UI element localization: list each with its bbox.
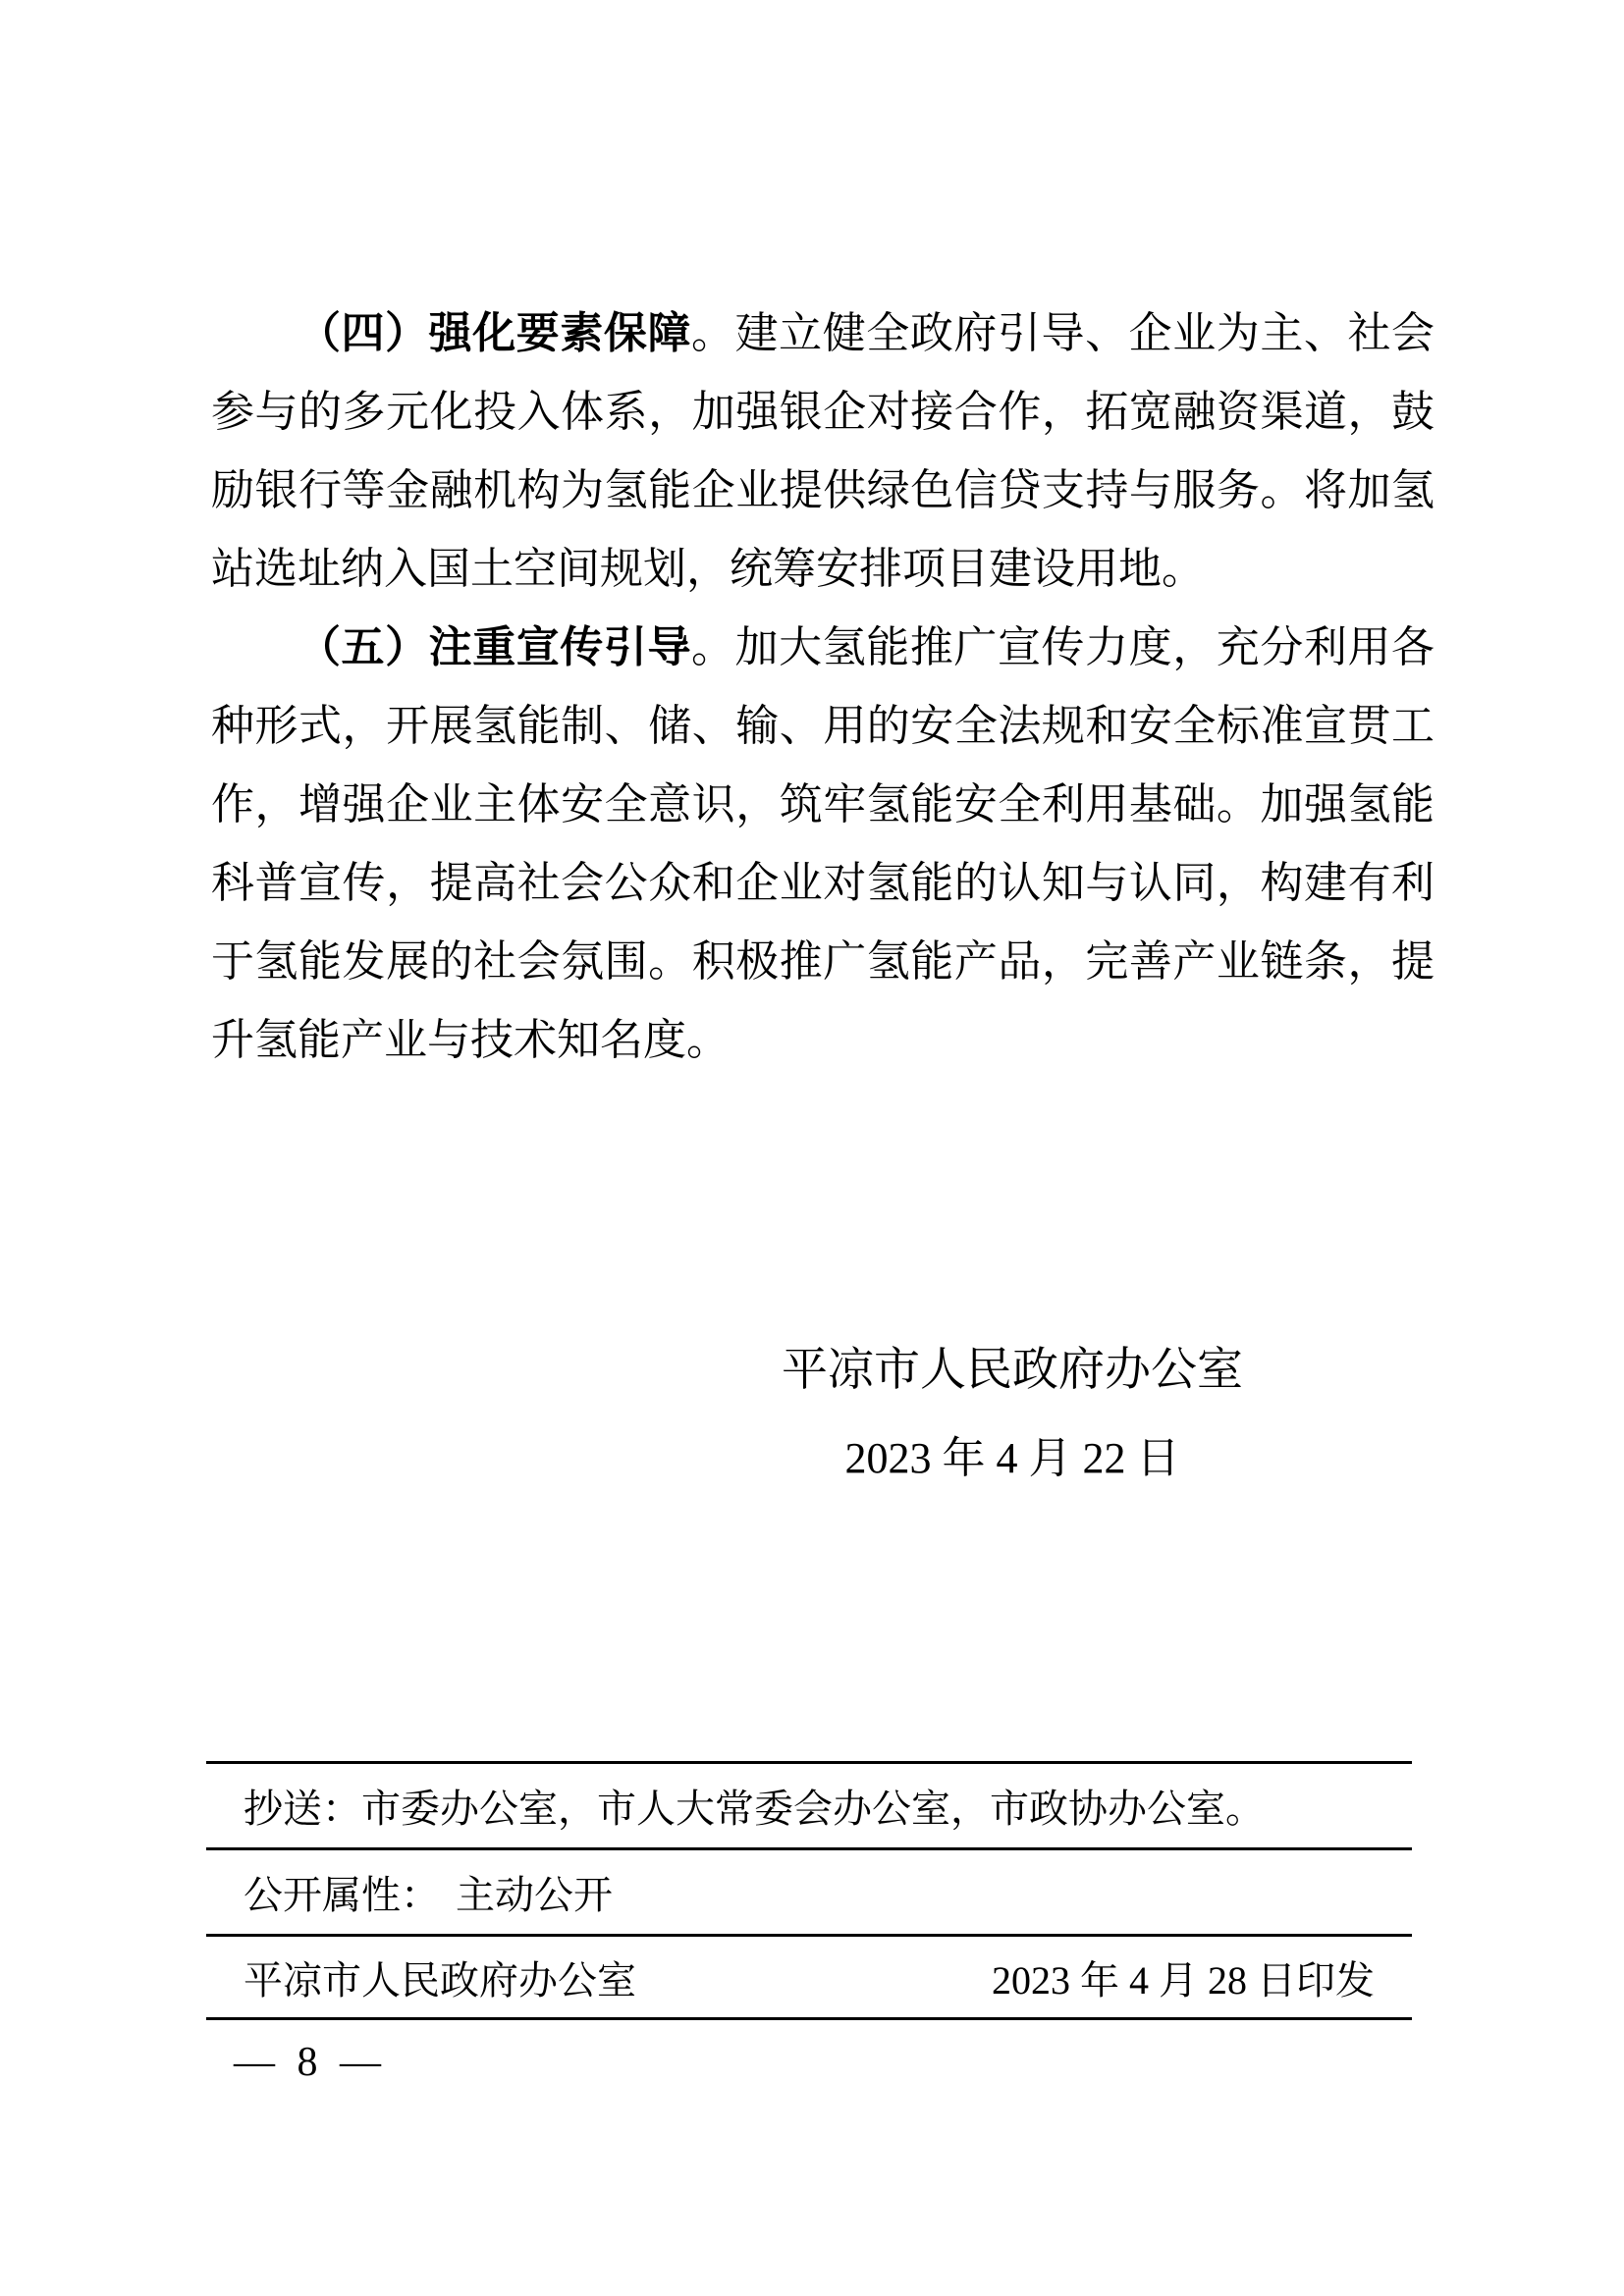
- footer-issuer-row: [206, 1934, 1412, 2020]
- paragraph-section-4-text: 。建立健全政府引导、企业为主、社会参与的多元化投入体系，加强银企对接合作，拓宽融资渠道，鼓励银行等金融机构为氢能企业提供绿色信贷支持与服务。将加氢站选址纳入国土空间规划，统筹安排项目建设用地。: [211, 309, 1435, 593]
- signature-office: 平凉市人民政府办公室: [782, 1345, 1243, 1396]
- paragraph-section-5-text: 。加大氢能推广宣传力度，充分利用各种形式，开展氢能制、储、输、用的安全法规和安全标准宣贯工作，增强企业主体安全意识，筑牢氢能安全利用基础。加强氢能科普宣传，提高社会公众和企业对氢能的认知与认同，构建有利于氢能发展的社会氛围。积极推广氢能产品，完善产业链条，提升氢能产业与技术知名度。: [211, 623, 1435, 1064]
- footer-print-date: 2023 年 4 月 28 日印发: [992, 1957, 1375, 2002]
- signature-block: [678, 1331, 1346, 1498]
- footer-table: [206, 1761, 1412, 2020]
- paragraph-section-4-lead: （四）强化要素保障: [298, 309, 692, 357]
- footer-cc-row: [206, 1761, 1412, 1847]
- paragraph-section-4: [211, 294, 1435, 609]
- footer-cc-text: 抄送：市委办公室，市人大常委会办公室，市政协办公室。: [244, 1787, 1265, 1831]
- footer-publicity-value: 主动公开: [456, 1873, 613, 1917]
- page-number: — 8 —: [234, 2040, 387, 2085]
- signature-date: 2023 年 4 月 22 日: [844, 1434, 1180, 1482]
- footer-publicity-row: [206, 1847, 1412, 1934]
- paragraph-section-5: [211, 609, 1435, 1080]
- paragraph-section-5-lead: （五）注重宣传引导: [298, 623, 692, 671]
- footer-issuer: 平凉市人民政府办公室: [244, 1957, 636, 2002]
- document-body: [211, 294, 1435, 1080]
- footer-publicity-label: 公开属性：: [244, 1873, 440, 1917]
